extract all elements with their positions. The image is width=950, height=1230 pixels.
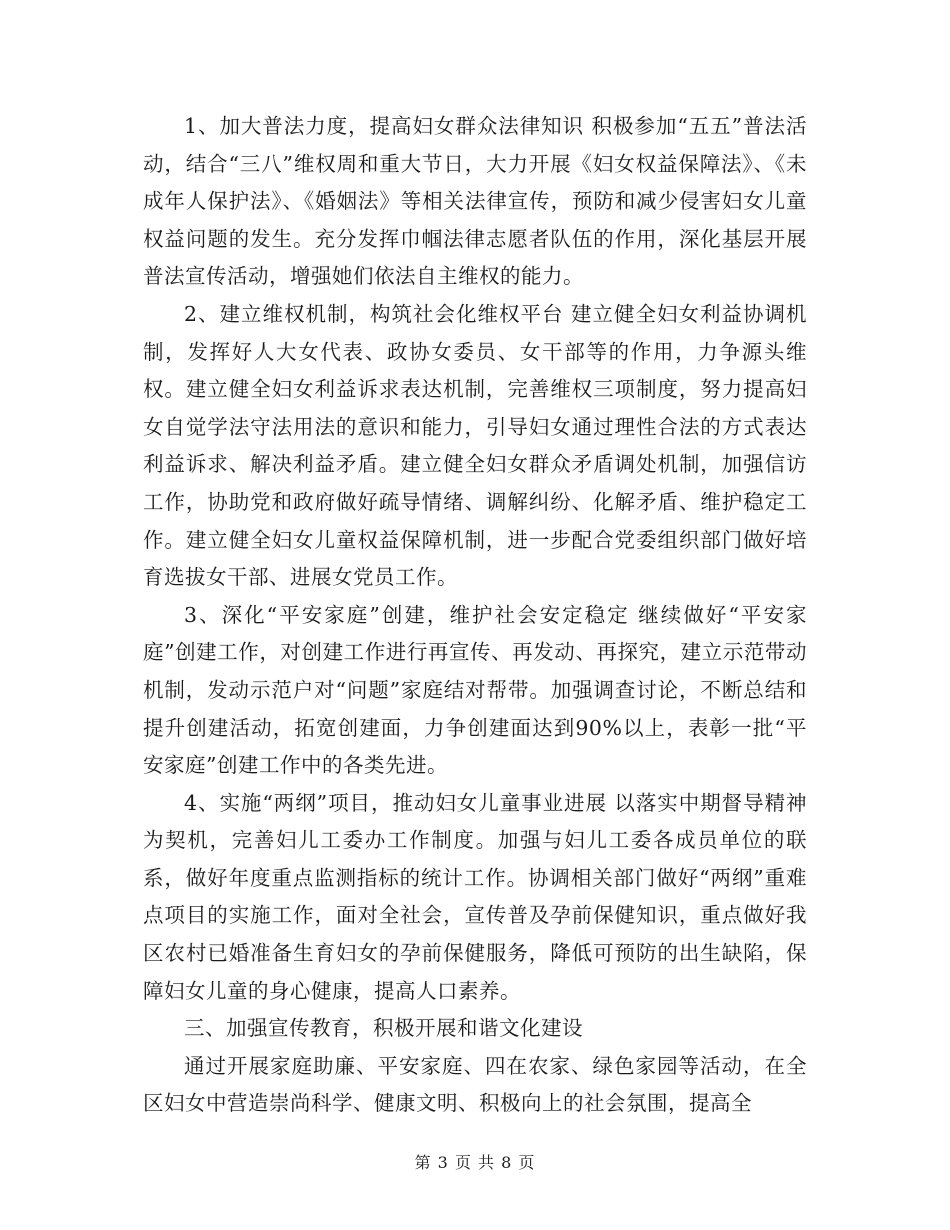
paragraph-5: 通过开展家庭助廉、平安家庭、四在农家、绿色家园等活动，在全区妇女中营造崇尚科学、健康文明、积极向上的社会氛围，提高全: [143, 1053, 807, 1116]
section-heading: 三、加强宣传教育，积极开展和谐文化建设: [184, 1016, 583, 1041]
page-number-footer: 第 3 页 共 8 页: [414, 1153, 536, 1172]
paragraph-3: 3、深化“平安家庭”创建，维护社会安定稳定 继续做好“平安家庭”创建工作，对创建工作进行再宣传、再发动、再探究，建立示范带动机制，发动示范户对“问题”家庭结对帮带。加强调查讨论，不断总结和提升创建活动，拓宽创建面，力争创建面达到90%以上，表彰一批“平安家庭”创建工作中的各类先进。: [143, 602, 807, 778]
paragraph-1: 1、加大普法力度，提高妇女群众法律知识 积极参加“五五”普法活动，结合“三八”维权周和重大节日，大力开展《妇女权益保障法》、《未成年人保护法》、《婚姻法》等相关法律宣传，预防和减少侵害妇女儿童权益问题的发生。充分发挥巾帼法律志愿者队伍的作用，深化基层开展普法宣传活动，增强她们依法自主维权的能力。: [143, 114, 807, 289]
paragraph-2: 2、建立维权机制，构筑社会化维权平台 建立健全妇女利益协调机制，发挥好人大女代表、政协女委员、女干部等的作用，力争源头维权。建立健全妇女利益诉求表达机制，完善维权三项制度，努力提高妇女自觉学法守法用法的意识和能力，引导妇女通过理性合法的方式表达利益诉求、解决利益矛盾。建立健全妇女群众矛盾调处机制，加强信访工作，协助党和政府做好疏导情绪、调解纠纷、化解矛盾、维护稳定工作。建立健全妇女儿童权益保障机制，进一步配合党委组织部门做好培育选拔女干部、进展女党员工作。: [143, 301, 807, 590]
paragraph-4: 4、实施“两纲”项目，推动妇女儿童事业进展 以落实中期督导精神为契机，完善妇儿工委办工作制度。加强与妇儿工委各成员单位的联系，做好年度重点监测指标的统计工作。协调相关部门做好“两纲”重难点项目的实施工作，面对全社会，宣传普及孕前保健知识，重点做好我区农村已婚准备生育妇女的孕前保健服务，降低可预防的出生缺陷，保障妇女儿童的身心健康，提高人口素养。: [143, 790, 807, 1003]
document-body: [143, 108, 807, 1123]
